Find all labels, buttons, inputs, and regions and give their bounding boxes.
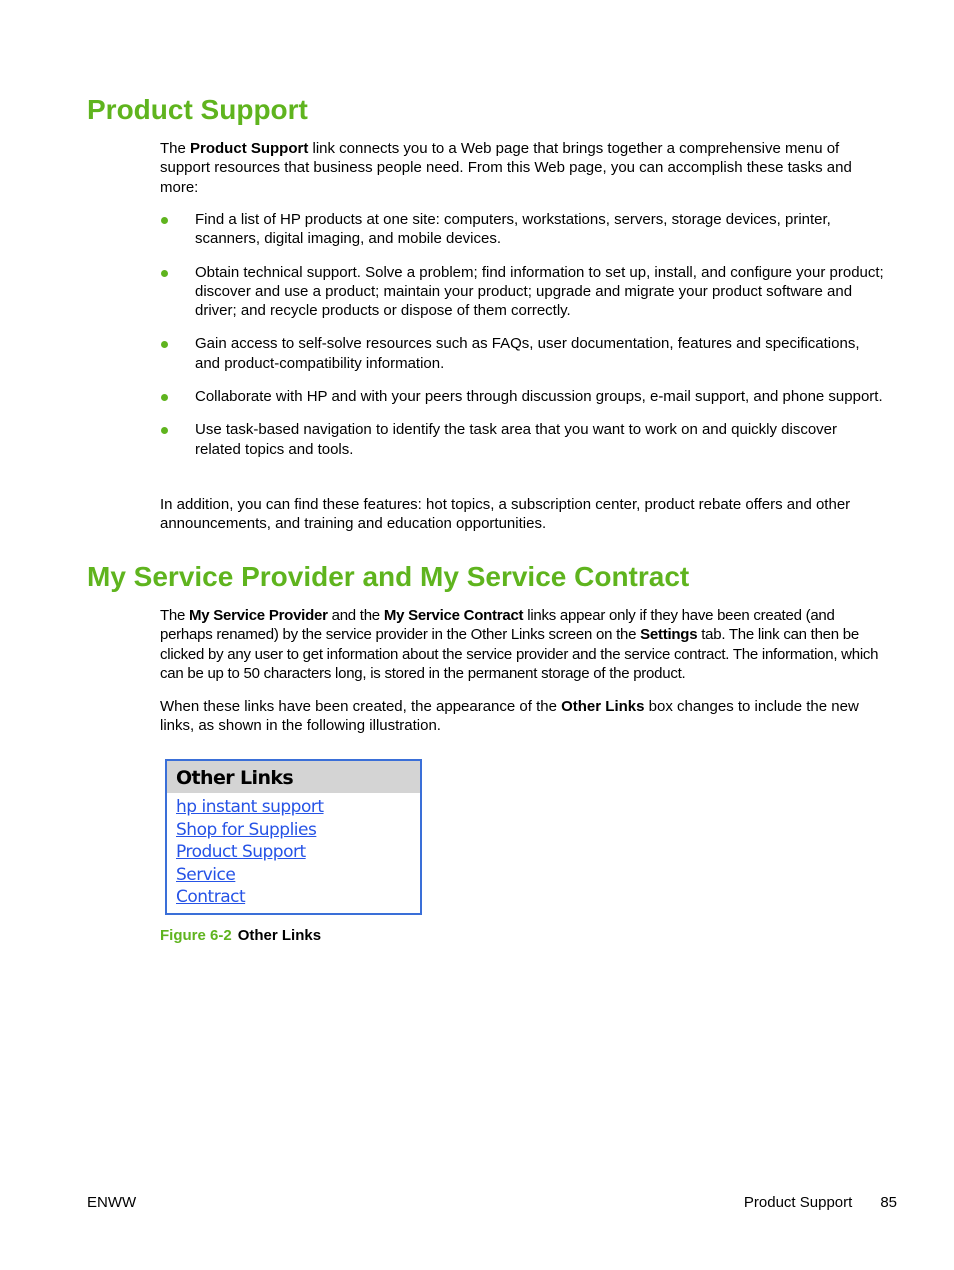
list-item-text: Gain access to self-solve resources such as FAQs, user documentation, features and specifications, and product-compatibility information. <box>195 335 860 372</box>
sp1-text-1: The <box>160 607 190 624</box>
figure-number: Figure 6-2 <box>160 927 232 944</box>
service-paragraph-2 <box>160 697 884 736</box>
link-shop-for-supplies[interactable]: Shop for Supplies <box>176 819 317 840</box>
closing-paragraph: In addition, you can find these features: hot topics, a subscription center, product rebate offers and other announcements, and training and education opportunities. <box>160 496 851 533</box>
link-contract[interactable]: Contract <box>176 887 246 908</box>
link-product-support[interactable]: Product Support <box>176 842 306 863</box>
list-item <box>160 210 884 249</box>
service-paragraph-1 <box>160 606 884 683</box>
sp1-bold-settings: Settings <box>640 626 698 644</box>
sp1-text-4: tab. The link can then be clicked by any user to get information about the service provider and the service contract. The information, which can be up to 50 characters long, is stored in the permanent storage of the product. <box>160 626 879 682</box>
footer-right <box>744 1193 897 1212</box>
bullet-dot-icon <box>161 341 168 348</box>
page-number: 85 <box>880 1194 897 1211</box>
intro-bold-product-support: Product Support <box>190 140 309 157</box>
list-item <box>160 263 884 321</box>
bullet-dot-icon <box>161 427 168 434</box>
other-links-title: Other Links <box>167 761 420 793</box>
section-heading-product-support: Product Support <box>87 94 308 125</box>
sp2-bold-other-links: Other Links <box>561 698 645 715</box>
section-heading-service-provider: My Service Provider and My Service Contract <box>87 561 690 592</box>
task-bullet-list <box>160 210 884 473</box>
intro-text-1: The <box>160 140 191 157</box>
list-item <box>160 334 884 373</box>
sp2-text-1: When these links have been created, the appearance of the <box>160 698 562 715</box>
footer-section: Product Support <box>743 1194 853 1211</box>
sp1-text-3: links appear only if they have been created (and perhaps renamed) by the service provider in the Other Links screen on the <box>160 607 835 644</box>
sp1-text-2: and the <box>327 607 384 624</box>
figure-title: Other Links <box>237 927 322 944</box>
list-item <box>160 420 884 459</box>
link-hp-instant-support[interactable]: hp instant support <box>176 797 324 817</box>
list-item-text: Use task-based navigation to identify the task area that you want to work on and quickly discover related topics and tools. <box>195 421 838 458</box>
list-item <box>160 387 884 406</box>
list-item-text: Find a list of HP products at one site: computers, workstations, servers, storage devices, printer, scanners, digital imaging, and mobile devices. <box>195 211 831 248</box>
sp1-bold-provider: My Service Provider <box>189 607 328 624</box>
bullet-dot-icon <box>161 270 168 277</box>
other-links-list <box>167 793 420 909</box>
link-service[interactable]: Service <box>176 864 236 885</box>
bullet-dot-icon <box>161 217 168 224</box>
intro-paragraph <box>160 139 884 197</box>
sp2-text-2: box changes to include the new links, as shown in the following illustration. <box>160 698 859 735</box>
bullet-dot-icon <box>161 394 168 401</box>
intro-text-2: link connects you to a Web page that brings together a comprehensive menu of support resources that business people need. From this Web page, you can accomplish these tasks and more: <box>160 140 852 196</box>
figure-caption <box>160 926 321 945</box>
sp1-bold-contract: My Service Contract <box>383 607 524 624</box>
list-item-text: Collaborate with HP and with your peers through discussion groups, e-mail support, and phone support. <box>195 388 883 406</box>
other-links-box <box>165 759 422 915</box>
footer-left: ENWW <box>87 1194 137 1211</box>
list-item-text: Obtain technical support. Solve a problem; find information to set up, install, and configure your product; discover and use a product; maintain your product; upgrade and migrate your product software and driver; and recycle products or dispose of them correctly. <box>195 263 884 320</box>
